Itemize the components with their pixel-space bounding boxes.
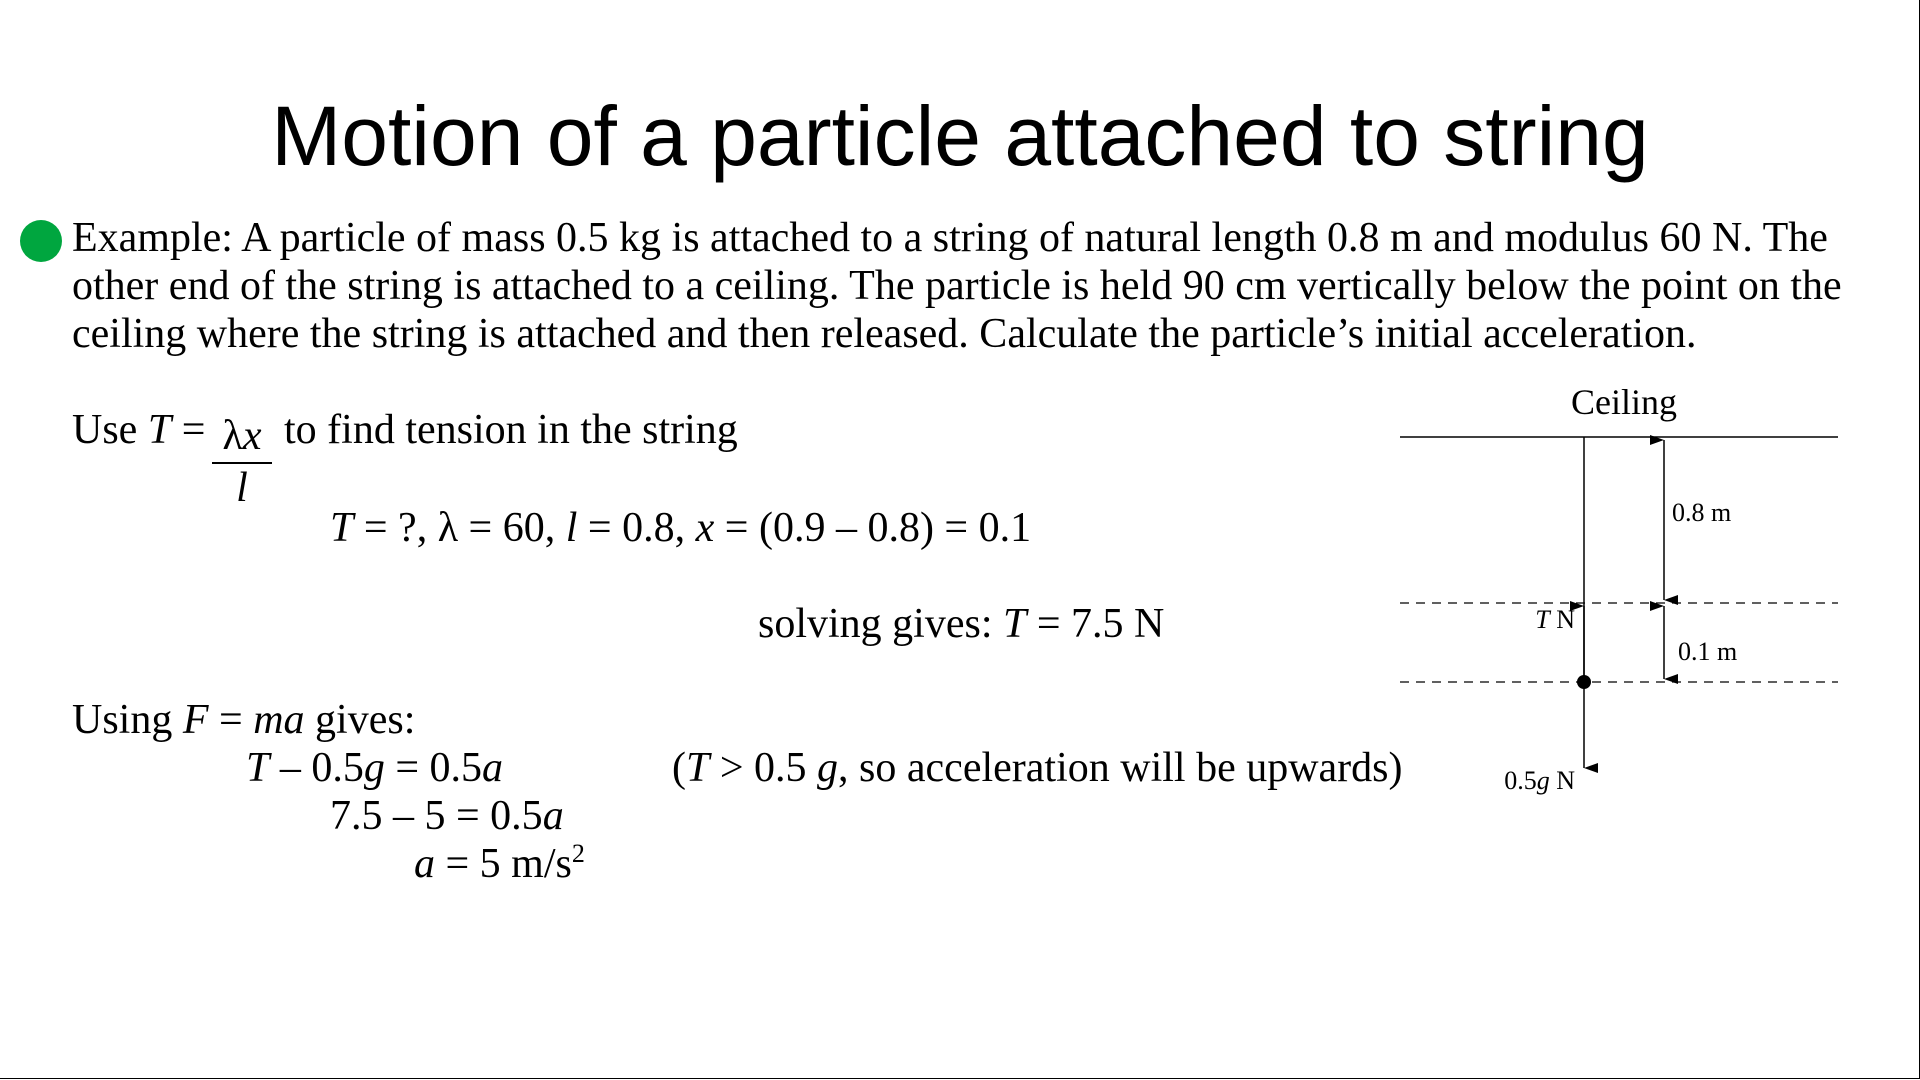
string-diagram	[1380, 380, 1850, 800]
bullet-dot	[20, 220, 62, 262]
tension-label-unit: N	[1549, 605, 1575, 634]
equation-step-3	[414, 840, 585, 888]
tension-label-T: T	[1535, 605, 1550, 634]
values-part-c: = (0.9 – 0.8) = 0.1	[714, 505, 1032, 551]
use-line	[72, 406, 205, 454]
step1-g: g	[363, 745, 385, 791]
values-x: x	[695, 505, 715, 551]
tension-symbol: T	[147, 407, 172, 453]
use-word: Use	[72, 407, 138, 453]
use-line-rest: to find tension in the string	[284, 407, 738, 453]
note-part-b: > 0.5	[709, 745, 818, 791]
particle-dot	[1577, 675, 1591, 689]
step1-a: a	[482, 745, 504, 791]
values-part-a: = ?, λ = 60,	[353, 505, 566, 551]
step1-part-b: = 0.5	[384, 745, 483, 791]
slide-title: Motion of a particle attached to string	[271, 89, 1649, 183]
tension-label	[1535, 605, 1575, 634]
using-F: F	[182, 697, 209, 743]
hooke-fraction	[212, 412, 272, 512]
solving-prefix: solving gives:	[758, 601, 1004, 647]
example-text: Example: A particle of mass 0.5 kg is attached to a string of natural length 0.8 m and modulus 60 N. The other end of the string is attached to a ceiling. The particle is held 90 cm vertically below the point on the ceiling where the string is attached and then released. Calculate the particle’s initial acceleration.	[72, 215, 1842, 357]
using-ma: ma	[253, 697, 305, 743]
values-T: T	[330, 505, 354, 551]
length-label-0-8: 0.8 m	[1672, 498, 1732, 527]
using-eq: =	[208, 697, 254, 743]
solving-T: T	[1003, 601, 1027, 647]
weight-label-unit: N	[1549, 766, 1575, 795]
solving-result: = 7.5 N	[1026, 601, 1165, 647]
step2-text: 7.5 – 5 = 0.5	[330, 793, 543, 839]
equation-step-2	[330, 792, 564, 840]
weight-label-coef: 0.5	[1504, 766, 1537, 795]
using-line	[72, 696, 415, 744]
values-part-b: = 0.8,	[577, 505, 696, 551]
using-suffix: gives:	[304, 697, 416, 743]
direction-note	[672, 744, 1403, 792]
extension-symbol: x	[242, 413, 262, 459]
step1-T: T	[246, 745, 270, 791]
note-T: T	[686, 745, 710, 791]
weight-label	[1504, 766, 1575, 795]
fraction-numerator	[212, 412, 272, 464]
equals-sign: =	[181, 407, 206, 453]
values-line	[330, 504, 1031, 552]
using-prefix: Using	[72, 697, 183, 743]
step3-exponent: 2	[571, 839, 585, 868]
lambda-symbol: λ	[222, 413, 243, 459]
solving-line	[758, 600, 1164, 648]
equation-step-1	[246, 744, 503, 792]
note-open: (	[672, 745, 686, 791]
step3-text: = 5 m/s	[435, 841, 572, 887]
step3-a: a	[414, 841, 435, 887]
step2-a: a	[542, 793, 564, 839]
note-g: g	[817, 745, 839, 791]
fraction-denominator: l	[236, 465, 248, 511]
weight-label-g: g	[1536, 766, 1550, 795]
step1-part-a: – 0.5	[269, 745, 364, 791]
length-label-0-1: 0.1 m	[1678, 637, 1738, 666]
values-l: l	[565, 505, 578, 551]
ceiling-label: Ceiling	[1571, 382, 1677, 422]
note-part-c: , so acceleration will be upwards)	[838, 745, 1403, 791]
